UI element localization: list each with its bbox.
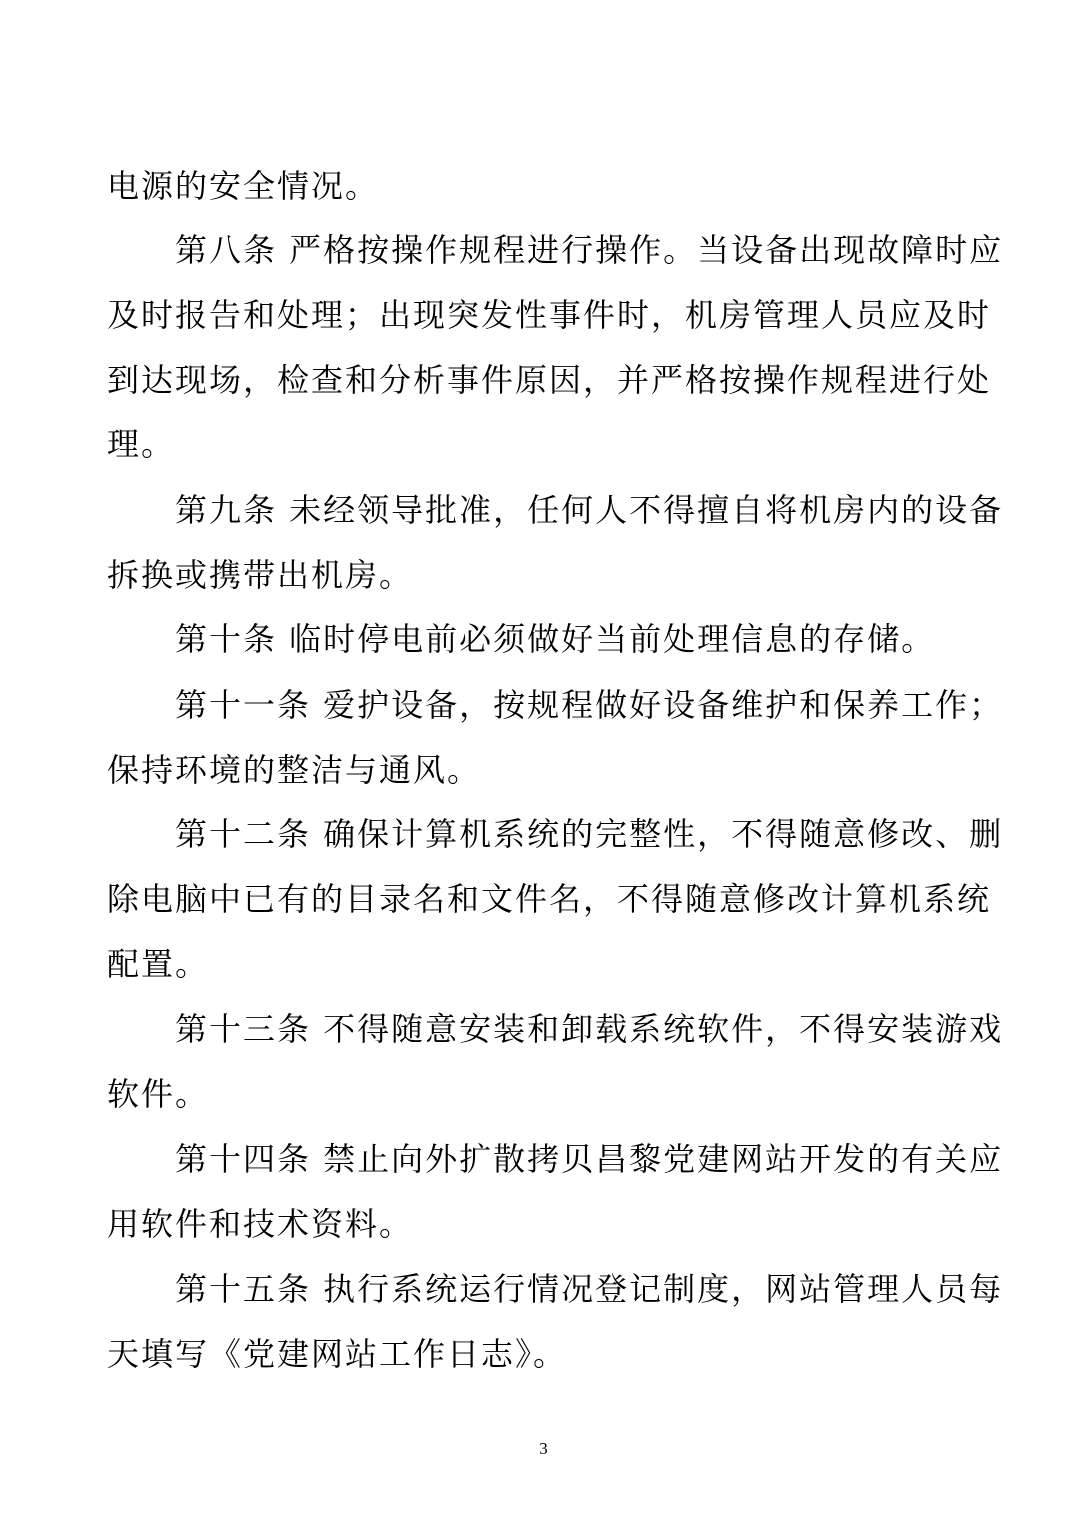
article-14-line-2: 用软件和技术资料。 (107, 1205, 414, 1243)
article-10-line-1: 第十条 临时停电前必须做好当前处理信息的存储。 (175, 620, 936, 658)
article-12-line-3: 配置。 (107, 945, 210, 983)
article-9-line-1: 第九条 未经领导批准，任何人不得擅自将机房内的设备 (175, 491, 1004, 529)
article-8-line-2: 及时报告和处理；出现突发性事件时，机房管理人员应及时 (107, 296, 992, 334)
article-15-line-1: 第十五条 执行系统运行情况登记制度，网站管理人员每 (175, 1270, 1004, 1308)
article-15-line-2: 天填写《党建网站工作日志》。 (107, 1335, 568, 1373)
page-number: 3 (539, 1439, 548, 1458)
article-9-line-2: 拆换或携带出机房。 (107, 556, 414, 594)
article-8-line-1: 第八条 严格按操作规程进行操作。当设备出现故障时应 (175, 231, 1004, 269)
article-8-line-4: 理。 (107, 425, 176, 463)
article-13-line-1: 第十三条 不得随意安装和卸载系统软件，不得安装游戏 (175, 1010, 1004, 1048)
article-13-line-2: 软件。 (107, 1075, 210, 1113)
article-14-line-1: 第十四条 禁止向外扩散拷贝昌黎党建网站开发的有关应 (175, 1140, 1004, 1178)
article-12-line-2: 除电脑中已有的目录名和文件名，不得随意修改计算机系统 (107, 880, 992, 918)
article-12-line-1: 第十二条 确保计算机系统的完整性，不得随意修改、删 (175, 815, 1004, 853)
article-11-line-1: 第十一条 爱护设备，按规程做好设备维护和保养工作； (175, 686, 1004, 724)
article-11-line-2: 保持环境的整洁与通风。 (107, 751, 482, 789)
article-8-line-3: 到达现场，检查和分析事件原因，并严格按操作规程进行处 (107, 361, 992, 399)
text-line-1: 电源的安全情况。 (107, 167, 380, 205)
